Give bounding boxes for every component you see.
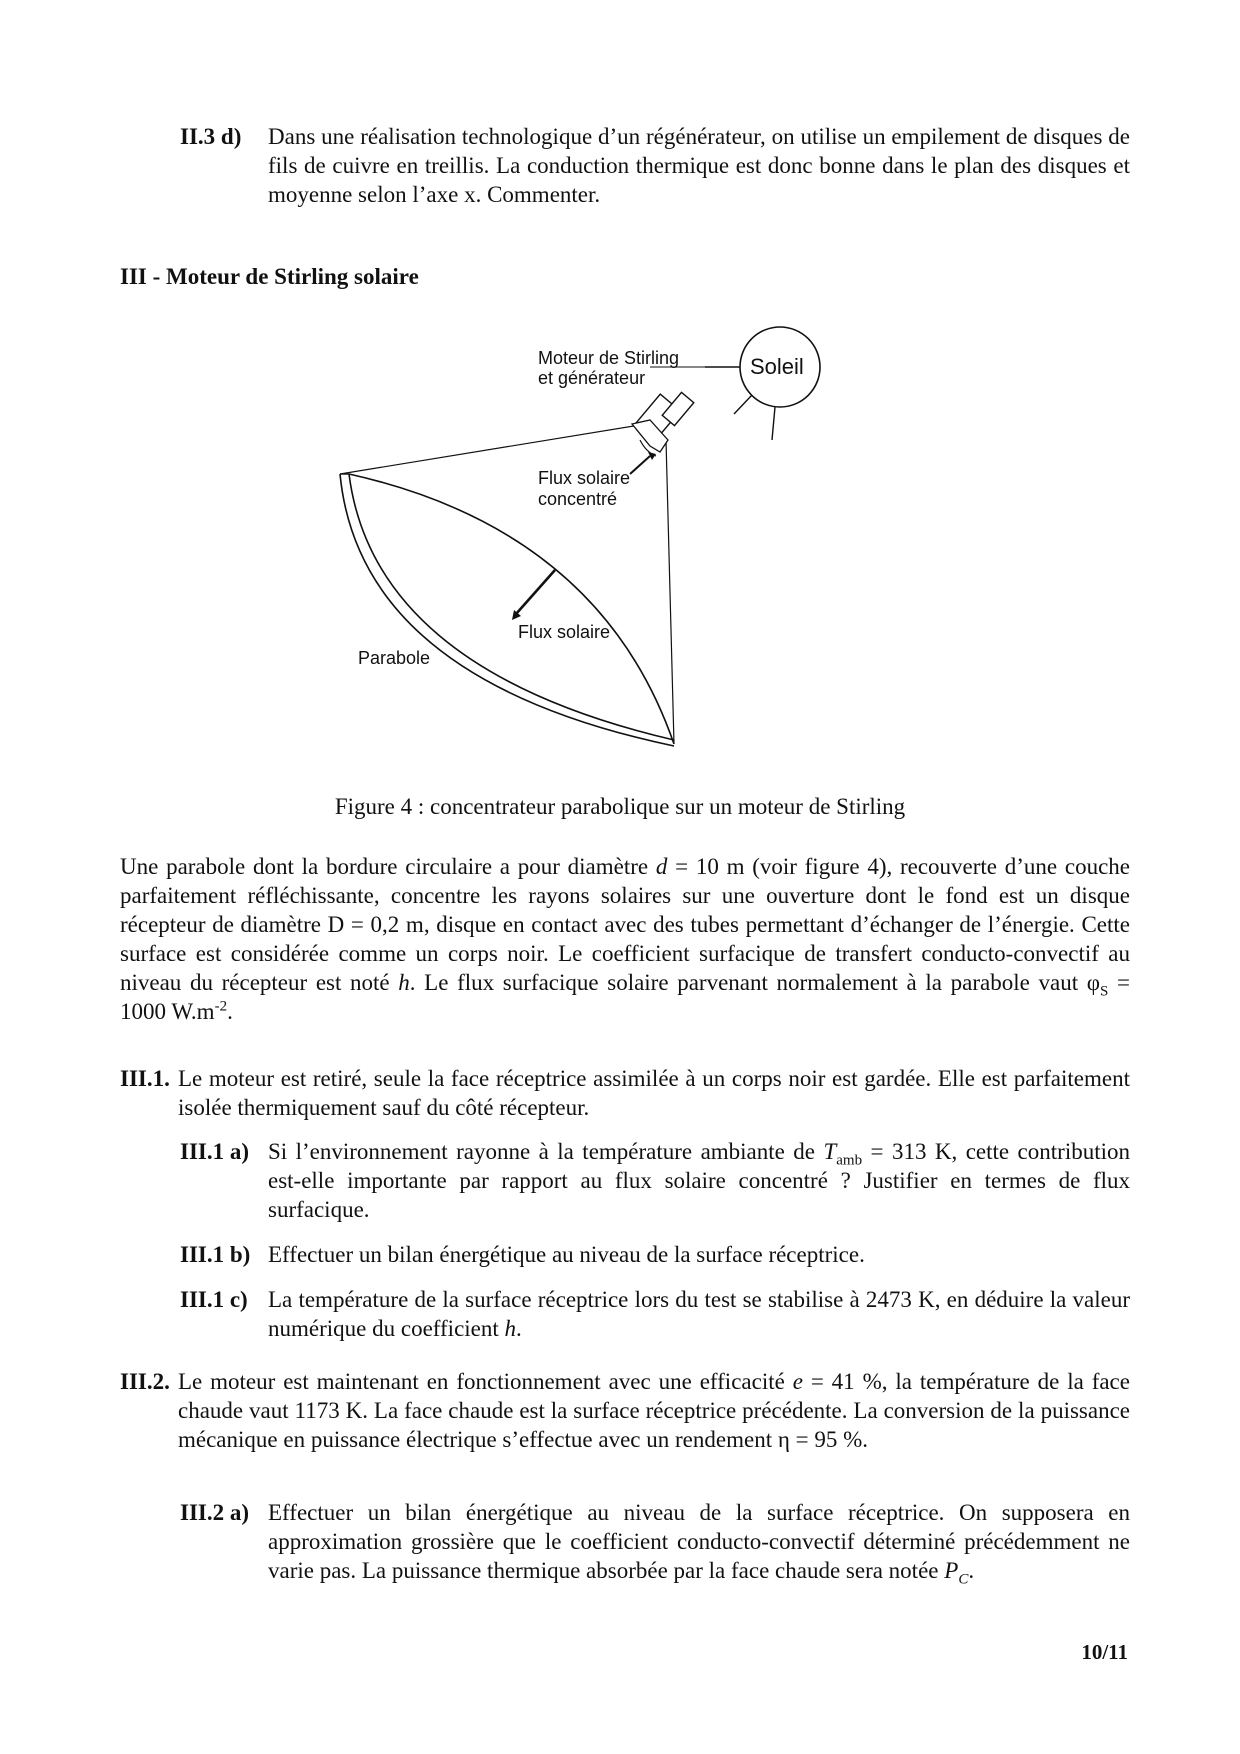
question-text: Effectuer un bilan énergétique au niveau de la surface réceptrice. xyxy=(268,1242,865,1267)
question-text: Dans une réalisation technologique d’un régénérateur, on utilise un empilement de disques de fils de cuivre en treillis. La conduction thermique est donc bonne dans le plan des disques et moyenne selon l’axe x. Commenter. xyxy=(268,124,1130,207)
label-parabola: Parabole xyxy=(358,648,431,668)
sun-ray xyxy=(734,395,752,414)
question-ii3d xyxy=(180,122,1130,209)
question-iii1 xyxy=(120,1064,1130,1122)
question-text: Le moteur est retiré, seule la face réceptrice assimilée à un corps noir est gardée. Elle est parfaitement isolée thermiquement sauf du côté récepteur. xyxy=(178,1066,1130,1120)
question-label: III.1 b) xyxy=(180,1242,251,1267)
support-line xyxy=(666,440,674,744)
question-text: Si l’environnement rayonne à la température ambiante de $T_{amb} = 313$ K, cette contribution est-elle importante par rapport au flux solaire concentré ? Justifier en termes de flux surfacique. xyxy=(268,1139,1130,1222)
label-engine: Moteur de Stirling xyxy=(538,348,680,368)
intro-paragraph: Une parabole dont la bordure circulaire a pour diamètre d = 10 m (voir figure 4), recouverte d’une couche parfaitement réfléchissante, concentre les rayons solaires sur une ouverture dont le fond est un disque récepteur de diamètre D = 0,2 m, disque en contact avec des tubes permettant d’échanger de l’énergie. Cette surface est considérée comme un corps noir. Le coefficient surfacique de transfert conducto-convectif au niveau du récepteur est noté h. Le flux surfacique solaire parvenant normalement à la parabole vaut $\varphi_S = 1000$ $W.m^{-2}$. xyxy=(120,854,1130,1024)
stirling-engine-icon xyxy=(632,392,694,456)
question-text: Le moteur est maintenant en fonctionnement avec une efficacité e = 41 %, la température de la face chaude vaut 1173 K. La face chaude est la surface réceptrice précédente. La conversion de la puissance mécanique en puissance électrique s’effectue avec un rendement η = 95 %. xyxy=(178,1369,1130,1452)
figure-diagram xyxy=(320,330,804,760)
label-concentrated-flux-2: concentré xyxy=(538,489,618,509)
figure-4 xyxy=(320,330,804,760)
parabola-dish xyxy=(340,474,674,746)
figure-caption: Figure 4 : concentrateur parabolique sur un moteur de Stirling xyxy=(334,794,906,819)
question-text: Effectuer un bilan énergétique au niveau de la surface réceptrice. On supposera en approximation grossière que le coefficient conducto-convectif déterminé précédemment ne varie pas. La puissance thermique absorbée par la face chaude sera notée $P_C$. xyxy=(268,1500,1130,1588)
question-label: III.2. xyxy=(120,1369,170,1394)
question-label: III.1. xyxy=(120,1066,170,1091)
question-iii2 xyxy=(120,1367,1130,1454)
question-iii1c xyxy=(180,1285,1130,1343)
question-iii2a xyxy=(180,1498,1130,1588)
question-label: II.3 d) xyxy=(180,124,242,149)
label-solar-flux: Flux solaire xyxy=(518,622,611,642)
parabola-dish-inner xyxy=(349,474,674,740)
section-title: III - Moteur de Stirling solaire xyxy=(120,264,419,289)
question-label: III.1 a) xyxy=(180,1139,250,1164)
question-label: III.2 a) xyxy=(180,1500,250,1525)
label-engine-2: et générateur xyxy=(538,368,646,388)
parabola-aperture xyxy=(349,474,674,744)
page-number: 10/11 xyxy=(1081,1640,1128,1664)
question-text: La température de la surface réceptrice lors du test se stabilise à 2473 K, en déduire la valeur numérique du coefficient h. xyxy=(268,1287,1130,1341)
label-concentrated-flux: Flux solaire xyxy=(538,468,631,488)
support-line xyxy=(340,425,640,474)
label-sun: Soleil xyxy=(750,354,804,379)
concentrated-flux-arrow xyxy=(630,456,650,474)
sun-ray xyxy=(772,407,775,440)
question-label: III.1 c) xyxy=(180,1287,248,1312)
solar-flux-arrow xyxy=(516,570,555,614)
question-iii1a xyxy=(180,1137,1130,1224)
question-iii1b xyxy=(180,1240,1130,1269)
